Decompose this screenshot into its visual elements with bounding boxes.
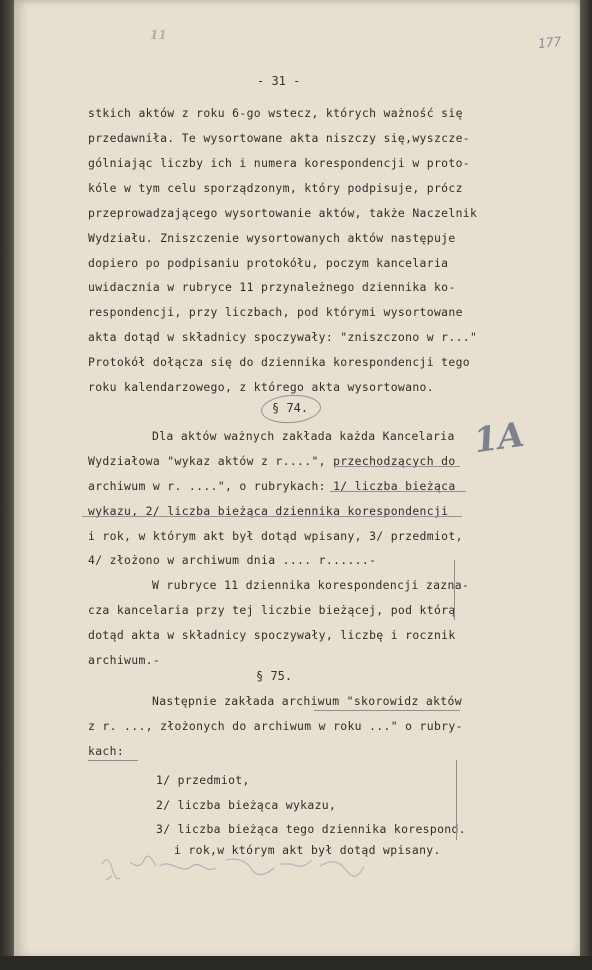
pencil-underline bbox=[334, 466, 460, 467]
text-line: i rok, w którym akt był dotąd wpisany, 3/ przedmiot, bbox=[88, 529, 463, 543]
pencil-underline bbox=[330, 491, 466, 492]
text-line: kóle w tym celu sporządzonym, który podpisuje, prócz bbox=[88, 181, 463, 195]
text-line: przedawniła. Te wysortowane akta niszczy się,wyszcze- bbox=[88, 131, 471, 145]
text-line: Wydziału. Zniszczenie wysortowanych aktów następuje bbox=[88, 231, 456, 245]
text-line: roku kalendarzowego, z którego akta wysortowano. bbox=[88, 380, 434, 394]
list-item: 3/ liczba bieżąca tego dziennika korespond. bbox=[156, 822, 466, 836]
folio-number: 177 bbox=[537, 34, 563, 53]
text-line: Dla aktów ważnych zakłada każda Kancelaria bbox=[152, 429, 455, 443]
section-heading-74: § 74. bbox=[272, 401, 309, 415]
margin-pencil-mark: 1A bbox=[471, 414, 527, 462]
text-line: kach: bbox=[88, 744, 125, 758]
section-heading-75: § 75. bbox=[256, 669, 293, 683]
text-line: Protokół dołącza się do dziennika korespondencji tego bbox=[88, 355, 471, 369]
text-line: dopiero po podpisaniu protokółu, poczym kancelaria bbox=[88, 256, 449, 270]
pencil-scribble bbox=[100, 852, 420, 912]
text-line: 4/ złożono w archiwum dnia .... r......- bbox=[88, 553, 377, 567]
text-line: cza kancelaria przy tej liczbie bieżącej, pod którą bbox=[88, 603, 456, 617]
page-edge-bottom bbox=[0, 956, 592, 970]
text-line: z r. ..., złożonych do archiwum w roku ..." o rubry- bbox=[88, 719, 463, 733]
pencil-underline bbox=[88, 760, 138, 761]
text-line: akta dotąd w składnicy spoczywały: "zniszczono w r..." bbox=[88, 330, 478, 344]
list-item: 2/ liczba bieżąca wykazu, bbox=[156, 798, 337, 812]
page-edge-right bbox=[580, 0, 592, 970]
list-item-continuation: i rok,w którym akt był dotąd wpisany. bbox=[174, 843, 441, 857]
text-line: dotąd akta w składnicy spoczywały, liczbę i rocznik bbox=[88, 628, 456, 642]
text-line: respondencji, przy liczbach, pod którymi wysortowane bbox=[88, 305, 463, 319]
pencil-underline bbox=[314, 710, 460, 711]
text-line: przeprowadzającego wysortowanie aktów, także Naczelnik bbox=[88, 206, 478, 220]
faint-mark: 11 bbox=[150, 28, 167, 42]
text-line: uwidacznia w rubryce 11 przynależnego dziennika ko- bbox=[88, 280, 456, 294]
pencil-underline bbox=[82, 516, 462, 517]
text-line: gólniając liczby ich i numera korespondencji w proto- bbox=[88, 156, 471, 170]
pencil-margin-line bbox=[454, 560, 455, 620]
document-page bbox=[14, 0, 580, 958]
text-line: Następnie zakłada archiwum "skorowidz aktów bbox=[152, 694, 462, 708]
list-item: 1/ przedmiot, bbox=[156, 773, 250, 787]
text-line: archiwum w r. ....", o rubrykach: 1/ liczba bieżąca bbox=[88, 479, 456, 493]
text-line: archiwum.- bbox=[88, 653, 161, 667]
text-line: W rubryce 11 dziennika korespondencji zaznа- bbox=[152, 578, 470, 592]
pencil-margin-line bbox=[456, 760, 457, 840]
text-line: wykazu, 2/ liczba bieżąca dziennika korespondencji bbox=[88, 504, 449, 518]
text-line: stkich aktów z roku 6-go wstecz, których ważność się bbox=[88, 106, 463, 120]
text-line: Wydziałowa "wykaz aktów z r....", przechodzących do bbox=[88, 454, 456, 468]
page-number: - 31 - bbox=[257, 74, 301, 88]
